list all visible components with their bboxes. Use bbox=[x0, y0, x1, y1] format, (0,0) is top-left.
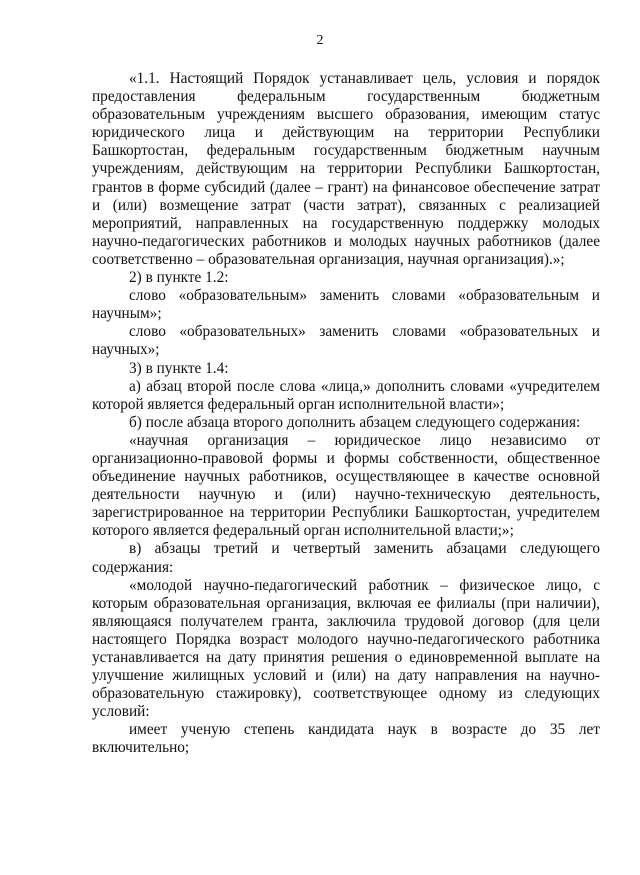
page-number: 2 bbox=[316, 33, 324, 48]
paragraph-subitem-b: б) после абзаца второго дополнить абзацем следующего содержания: bbox=[129, 413, 581, 431]
document-body bbox=[92, 70, 600, 758]
paragraph-item-3: 3) в пункте 1.4: bbox=[129, 359, 229, 377]
paragraph-definition-young-worker: «молодой научно-педагогический работник – физическое лицо, с которым образовательная организация, включая ее филиалы (при наличии), являющаяся получателем гранта, заключила трудовой договор (для цели настоящего Порядка возраст молодого научно-педагогического работника устанавливается на дату принятия решения о единовременной выплате на улучшение жилищных условий и (или) на дату направления на научно-образовательную стажировку), соответствующее одному из следующих условий: bbox=[92, 576, 600, 721]
paragraph-replace-obrazovatelnyh: слово «образовательных» заменить словами «образовательных и научных»; bbox=[92, 323, 600, 359]
paragraph-1-1: «1.1. Настоящий Порядок устанавливает цель, условия и порядок предоставления федеральным государственным бюджетным образовательным учреждениям высшего образования, имеющим статус юридического лица и действующим на территории Республики Башкортостан, федеральным государственным бюджетным научным учреждениям, действующим на территории Республики Башкортостан, грантов в форме субсидий (далее – грант) на финансовое обеспечение затрат и (или) возмещение затрат (части затрат), связанных с реализацией мероприятий, направленных на государственную поддержку молодых научно-педагогических работников и молодых научных работников (далее соответственно – образовательная организация, научная организация).»; bbox=[92, 70, 600, 268]
paragraph-subitem-a: а) абзац второй после слова «лица,» дополнить словами «учредителем которой является федеральный орган исполнительной власти»; bbox=[92, 377, 600, 413]
paragraph-item-2: 2) в пункте 1.2: bbox=[129, 269, 229, 287]
paragraph-definition-scientific-organization: «научная организация – юридическое лицо независимо от организационно-правовой формы и формы собственности, общественное объединение научных работников, осуществляющее в качестве основной деятельности научную и (или) научно-техническую деятельность, зарегистрированное на территории Республики Башкортостан, учредителем которого является федеральный орган исполнительной власти;»; bbox=[92, 431, 600, 540]
paragraph-replace-obrazovatelnym: слово «образовательным» заменить словами «образовательным и научным»; bbox=[92, 287, 600, 323]
paragraph-subitem-v: в) абзацы третий и четвертый заменить абзацами следующего содержания: bbox=[92, 540, 600, 576]
paragraph-condition-candidate: имеет ученую степень кандидата наук в возрасте до 35 лет включительно; bbox=[92, 721, 600, 757]
